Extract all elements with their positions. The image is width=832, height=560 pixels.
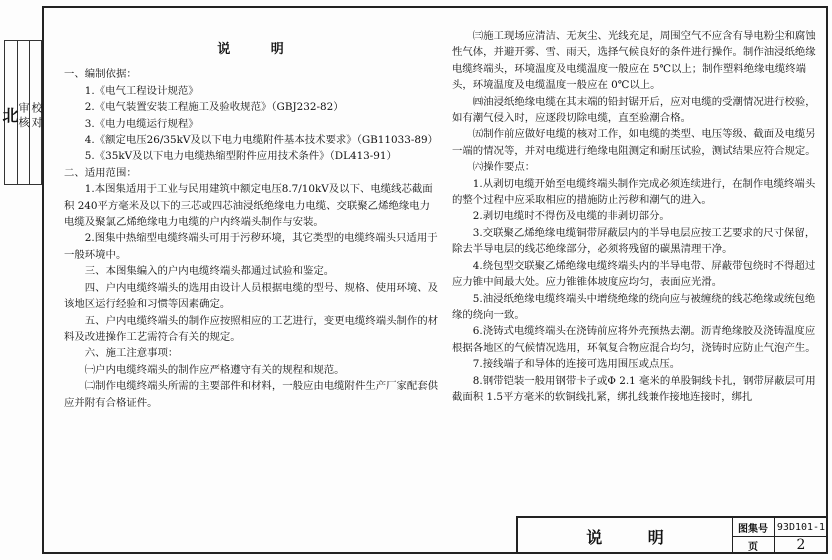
list-item: 3.交联聚乙烯绝缘电缆铜带屏蔽层内的半导电层应按工艺要求的尺寸保留，除去半导电层的线芯绝缘部分，必须将残留的碳黑清理干净。 [452, 226, 816, 256]
signature-col-design [30, 41, 42, 184]
atlas-number: 93D101-1 [774, 518, 828, 537]
list-item: 8.钢带铠装一般用钢带卡子或Φ 2.1 毫米的单股铜线卡扎，钢带屏蔽层可用截面积 1.5平方毫米的软铜线扎紧，绑扎线兼作接地连接时，绑扎 [452, 374, 816, 403]
review-label: 审 核 [17, 101, 30, 128]
paragraph: 三、本图集编入的户内电缆终端头都通过试验和鉴定。 [84, 265, 335, 278]
list-item: ㈠户内电缆终端头的制作应严格遵守有关的规程和规范。 [84, 363, 345, 376]
list-item: 5.油浸纸绝缘电缆终端头中增绕绝缘的绕向应与被缠绕的线芯绝缘或统包绝缘的绕向一致。 [452, 292, 816, 321]
list-item: 6.浇铸式电缆终端头在浇铸前应将外壳预热去潮。沥青绝缘胶及浇铸温度应根据各地区的气候情况选用，环氧复合物应混合均匀，浇铸时应防止气泡产生。 [452, 325, 816, 354]
list-item: ㈤制作前应做好电缆的核对工作，如电缆的类型、电压等级、截面及电缆另一端的情况等，并对电缆进行绝缘电阻测定和耐压试验，测试结果应符合规定。 [452, 128, 816, 157]
paragraph: 四、户内电缆终端头的选用由设计人员根据电缆的型号、规格、使用环境、及该地区运行经验和习惯等因素确定。 [64, 281, 439, 311]
right-column [452, 28, 818, 405]
list-item: 1.《电气工程设计规范》 [84, 84, 199, 97]
list-item: 1.从剥切电缆开始至电缆终端头制作完成必须连续进行，在制作电缆终端头的整个过程中应采取相应的措施防止污秽和潮气的进入。 [452, 177, 816, 207]
paragraph: 五、户内电缆终端头的制作应按照相应的工艺进行，变更电缆终端头制作的材料及改进操作工艺需符合有关的规定。 [64, 314, 439, 343]
list-item: ㈡制作电缆终端头所需的主要部件和材料，一般应由电缆附件生产厂家配套供应并附有合格证件。 [64, 380, 439, 409]
signature-strip [0, 40, 43, 185]
signature-col-review [18, 41, 30, 184]
list-item: 1.本图集适用于工业与民用建筑中额定电压8.7/10kV及以下、电缆线芯截面积 240平方毫米及以下的三芯或四芯油浸纸绝缘电力电缆、交联聚乙烯绝缘电力电缆及聚氯乙烯绝缘电力电缆的户内终端头制作与安装。 [64, 183, 433, 229]
section-heading: 二、适用范围： [64, 166, 137, 179]
page-number: 2 [796, 537, 806, 553]
list-item: 7.接线端子和导体的连接可选用围压或点压。 [472, 358, 681, 371]
list-item: ㈢施工现场应清洁、无灰尘、光线充足，周围空气不应含有导电粉尘和腐蚀性气体，并避开雾、雪、雨天，选择气候良好的条件进行操作。制作油浸纸绝缘电缆终端头，环境温度及电缆温度一般应在 5℃以上；制作塑料绝缘电缆终端头，环境温度及电缆温度一般应在 0℃以上。 [452, 30, 816, 92]
title-block-name: 说 明 [518, 518, 733, 554]
list-item: 2.《电气装置安装工程施工及验收规范》（GBJ232-82） [84, 101, 344, 114]
section-heading: 六、施工注意事项： [84, 347, 179, 360]
page-title: 说 明 [217, 42, 286, 57]
list-item: 2.图集中热缩型电缆终端头可用于污秽环境，其它类型的电缆终端头只适用于一般环境中。 [64, 232, 438, 261]
list-item: 5.《35kV及以下电力电缆热缩型附件应用技术条件》（DL413-91） [84, 150, 397, 163]
check-label: 校 对 [30, 101, 43, 128]
list-item: 4.《额定电压26/35kV及以下电力电缆附件基本技术要求》（GB11033-89） [84, 134, 438, 147]
left-column [64, 28, 439, 411]
atlas-number-label: 图集号 [732, 518, 775, 537]
list-item: 3.《电力电缆运行规程》 [84, 117, 199, 130]
title-block [516, 516, 828, 554]
list-item: 2.剥切电缆时不得伤及电缆的非剥切部分。 [472, 210, 670, 223]
list-item: ㈣油浸纸绝缘电缆在其末端的铅封锯开后，应对电缆的受潮情况进行校验，如有潮气侵入时，应逐段切除电缆，直至验潮合格。 [452, 95, 816, 125]
page-label: 页 [732, 536, 775, 554]
section-heading: ㈥操作要点： [472, 161, 536, 174]
section-heading: 一、编制依据： [64, 68, 137, 81]
signature-mark: 北 [0, 106, 19, 123]
list-item: 4.绕包型交联聚乙烯绝缘电缆终端头内的半导电带、屏蔽带包绕时不得超过应力锥中间最大处。应力锥锥体坡度应均匀，表面应光滑。 [452, 259, 816, 289]
